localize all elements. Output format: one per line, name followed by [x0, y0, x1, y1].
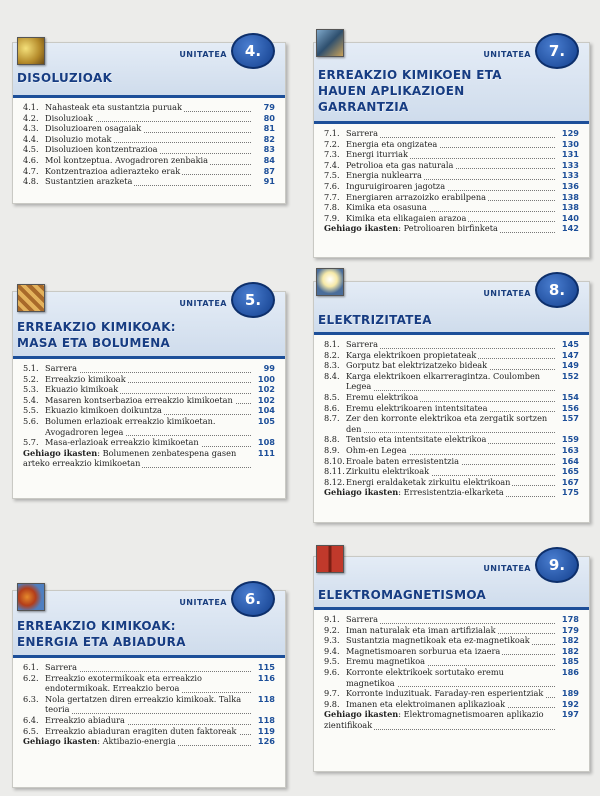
- unit-header: [13, 43, 285, 98]
- entry-page: 178: [561, 614, 579, 624]
- entry-number: 4.1.: [23, 102, 39, 112]
- entry-title: Eroale baten erresistentzia: [346, 455, 459, 466]
- toc-entry: [324, 350, 579, 361]
- entry-title: Sustantzien arazketa: [45, 176, 133, 187]
- entry-title: Zirkuitu elektrikoak: [346, 466, 430, 477]
- entry-title: Kimika eta elikagaien arazoa: [346, 212, 467, 223]
- entry-title: Erreakzio kimikoak: [45, 373, 126, 384]
- entry-number: 7.5.: [324, 170, 340, 181]
- entry-title: Petrolioa eta gas naturala: [346, 159, 454, 170]
- entry-title: Erreakzio abiaduran eragiten duten faktoreak: [45, 725, 237, 736]
- gehiago-text: : Bolumenen zenbatespena gasen arteko erreakzio kimikoetan: [23, 447, 237, 469]
- unit-number-badge: 6.: [231, 581, 275, 617]
- entry-number: 9.5.: [324, 656, 340, 667]
- entry-page: 138: [561, 191, 579, 202]
- entry-page: 157: [561, 413, 579, 424]
- entry-number: 7.7.: [324, 191, 340, 202]
- entry-page: 102: [257, 384, 275, 395]
- entry-number: 5.2.: [23, 373, 39, 384]
- toc-entry: [23, 395, 275, 406]
- unit-title: ELEKTRIZITATEA: [318, 313, 432, 327]
- entry-page: 131: [561, 149, 579, 160]
- gehiago-ikasten-entry: [23, 448, 275, 469]
- unit-title: ERREAKZIO KIMIKOAK: ENERGIA ETA ABIADURA: [17, 619, 186, 649]
- entry-page: 80: [263, 112, 275, 123]
- entry-title: Masaren kontserbazioa erreakzio kimikoetan: [45, 394, 233, 405]
- entry-page: 165: [561, 466, 579, 477]
- entry-page: 104: [257, 405, 275, 416]
- unit-panel-9: [313, 556, 590, 772]
- toc-entry: [23, 102, 275, 113]
- unit-label: UNITATEA: [483, 564, 531, 573]
- entry-page: 126: [257, 736, 275, 747]
- entry-page: 154: [561, 391, 579, 402]
- entry-title: Gorputz bat elektrizatzeko bideak: [346, 360, 488, 371]
- entry-page: 145: [561, 339, 579, 349]
- entry-page: 182: [561, 635, 579, 646]
- toc-entry: [324, 128, 579, 139]
- entry-number: 9.7.: [324, 688, 340, 699]
- entry-page: 133: [561, 159, 579, 170]
- unit-label: UNITATEA: [483, 50, 531, 59]
- entry-title: Energi eraldaketak zirkuitu elektrikoan: [346, 476, 511, 487]
- toc-entry: [324, 360, 579, 371]
- entry-title: Disoluzio motak: [45, 133, 112, 144]
- toc-entry: [324, 170, 579, 181]
- toc-entry: [324, 646, 579, 657]
- industry-icon: [316, 29, 344, 57]
- toc-entry: [324, 434, 579, 445]
- entry-title: Sarrera: [346, 339, 378, 349]
- toc-list: [314, 335, 589, 502]
- entry-title: Nola gertatzen diren erreakzio kimikoak. Talka teoria: [45, 693, 242, 715]
- entry-title: Sarrera: [346, 128, 378, 138]
- entry-page: 136: [561, 180, 579, 191]
- entry-title: Masa-erlazioak erreakzio kimikoetan: [45, 437, 199, 448]
- entry-title: Ekuazio kimikoen doikuntza: [45, 405, 162, 416]
- toc-entry: [324, 456, 579, 467]
- entry-title: Karga elektrikoen elkarreragintza. Coulomben Legea: [346, 370, 541, 392]
- entry-page: 140: [561, 212, 579, 223]
- entry-page: 102: [257, 394, 275, 405]
- toc-entry: [324, 635, 579, 646]
- unit-number-badge: 4.: [231, 33, 275, 69]
- toc-entry: [324, 139, 579, 150]
- entry-number: 8.9.: [324, 444, 340, 455]
- entry-title: Sustantzia magnetikoak eta ez-magnetikoak: [346, 635, 530, 646]
- entry-title: Erreakzio abiadura: [45, 714, 125, 725]
- entry-number: 8.1.: [324, 339, 340, 349]
- gehiago-label: Gehiago ikasten: [324, 709, 399, 720]
- entry-number: 8.5.: [324, 391, 340, 402]
- entry-title: Eremu magnetikoa: [346, 656, 426, 667]
- entry-page: 84: [263, 154, 275, 165]
- entry-number: 8.7.: [324, 413, 340, 424]
- toc-list: [13, 98, 285, 191]
- entry-title: Kimika eta osasuna: [346, 202, 427, 213]
- toc-entry: [23, 662, 275, 673]
- toc-entry: [23, 437, 275, 448]
- entry-number: 8.8.: [324, 434, 340, 445]
- toc-list: [314, 610, 589, 735]
- entry-title: Mol kontzeptua. Avogadroren zenbakia: [45, 154, 209, 165]
- toc-list: [314, 124, 589, 238]
- entry-title: Ohm-en Legea: [346, 444, 407, 455]
- toc-entry: [23, 673, 275, 694]
- gehiago-ikasten-entry: [324, 487, 579, 498]
- entry-title: Eremu elektrikoa: [346, 391, 419, 402]
- toc-entry: [23, 155, 275, 166]
- toc-entry: [23, 123, 275, 134]
- gehiago-text: : Petrolioaren birfinketa: [398, 223, 498, 234]
- entry-number: 8.3.: [324, 360, 340, 371]
- crystals-icon: [17, 37, 45, 65]
- entry-number: 6.2.: [23, 672, 39, 683]
- entry-title: Korronte elektrikoek sortutako eremu magnetikoa: [346, 666, 504, 688]
- unit-title: ERREAKZIO KIMIKOAK: MASA ETA BOLUMENA: [17, 320, 176, 350]
- toc-entry: [324, 656, 579, 667]
- entry-page: 189: [561, 688, 579, 699]
- entry-title: Energi iturriak: [346, 149, 408, 160]
- entry-page: 116: [257, 672, 275, 683]
- entry-page: 159: [561, 434, 579, 445]
- entry-page: 100: [257, 373, 275, 384]
- entry-number: 4.2.: [23, 112, 39, 123]
- toc-entry: [324, 466, 579, 477]
- toc-entry: [324, 667, 579, 688]
- entry-title: Erreakzio exotermikoak eta erreakzio endotermikoak. Erreakzio beroa: [45, 672, 202, 694]
- entry-title: Sarrera: [346, 614, 378, 624]
- toc-entry: [23, 694, 275, 715]
- unit-panel-8: [313, 281, 590, 523]
- toc-entry: [324, 477, 579, 488]
- entry-page: 118: [257, 693, 275, 704]
- toc-entry: [23, 416, 275, 437]
- gehiago-ikasten-entry: [23, 736, 275, 747]
- toc-entry: [23, 144, 275, 155]
- toc-entry: [324, 213, 579, 224]
- gehiago-text: : Erresistentzia-elkarketa: [398, 487, 504, 498]
- entry-page: 111: [257, 447, 275, 458]
- gehiago-ikasten-entry: [324, 223, 579, 234]
- toc-entry: [324, 625, 579, 636]
- entry-number: 9.8.: [324, 698, 340, 709]
- entry-page: 138: [561, 202, 579, 213]
- entry-number: 8.12.: [324, 476, 345, 487]
- entry-number: 7.1.: [324, 128, 340, 138]
- entry-number: 9.6.: [324, 666, 340, 677]
- gehiago-ikasten-entry: [324, 709, 579, 730]
- entry-page: 99: [263, 363, 275, 373]
- toc-entry: [324, 392, 579, 403]
- entry-page: 185: [561, 656, 579, 667]
- entry-page: 147: [561, 349, 579, 360]
- unit-label: UNITATEA: [483, 289, 531, 298]
- entry-number: 6.5.: [23, 725, 39, 736]
- entry-page: 87: [263, 165, 275, 176]
- magnet-icon: [316, 545, 344, 573]
- entry-number: 8.6.: [324, 402, 340, 413]
- gehiago-text: : Elektromagnetismoaren aplikazio zientifikoak: [324, 709, 544, 730]
- entry-page: 156: [561, 402, 579, 413]
- unit-title: ELEKTROMAGNETISMOA: [318, 588, 487, 602]
- toc-entry: [324, 192, 579, 203]
- entry-title: Eremu elektrikoaren intentsitatea: [346, 402, 488, 413]
- toc-entry: [324, 699, 579, 710]
- entry-number: 5.6.: [23, 415, 39, 426]
- entry-title: Inguruigiroaren jagotza: [346, 180, 446, 191]
- entry-number: 6.1.: [23, 662, 39, 672]
- unit-title: ERREAKZIO KIMIKOEN ETA HAUEN APLIKAZIOEN GARRANTZIA: [318, 68, 502, 114]
- entry-page: 82: [263, 133, 275, 144]
- gehiago-label: Gehiago ikasten: [324, 487, 399, 498]
- entry-page: 119: [257, 725, 275, 736]
- gehiago-label: Gehiago ikasten: [23, 447, 98, 458]
- unit-title: DISOLUZIOAK: [17, 71, 113, 85]
- entry-page: 149: [561, 360, 579, 371]
- toc-entry: [324, 202, 579, 213]
- entry-title: Disoluzioak: [45, 112, 93, 123]
- entry-number: 5.1.: [23, 363, 39, 373]
- flask-icon: [17, 583, 45, 611]
- entry-number: 6.3.: [23, 693, 39, 704]
- toc-entry: [324, 688, 579, 699]
- toc-entry: [23, 363, 275, 374]
- toc-entry: [324, 160, 579, 171]
- entry-number: 5.4.: [23, 394, 39, 405]
- entry-page: 91: [263, 176, 275, 187]
- toc-entry: [23, 374, 275, 385]
- entry-number: 4.5.: [23, 144, 39, 155]
- entry-page: 83: [263, 144, 275, 155]
- toc-entry: [23, 166, 275, 177]
- entry-page: 142: [561, 223, 579, 234]
- toc-list: [13, 658, 285, 751]
- toc-entry: [23, 113, 275, 124]
- entry-title: Energia nuklearra: [346, 170, 422, 181]
- toc-entry: [324, 181, 579, 192]
- molecule-icon: [17, 284, 45, 312]
- entry-number: 6.4.: [23, 714, 39, 725]
- entry-title: Tentsio eta intentsitate elektrikoa: [346, 434, 487, 445]
- unit-number-badge: 7.: [535, 33, 579, 69]
- gehiago-text: : Aktibazio-energia: [97, 736, 176, 747]
- entry-number: 4.7.: [23, 165, 39, 176]
- toc-entry: [23, 405, 275, 416]
- entry-page: 186: [561, 666, 579, 677]
- entry-title: Zer den korronte elektrikoa eta zergatik sortzen den: [346, 413, 548, 434]
- entry-number: 9.2.: [324, 624, 340, 635]
- toc-entry: [23, 726, 275, 737]
- toc-entry: [23, 176, 275, 187]
- entry-number: 4.6.: [23, 154, 39, 165]
- entry-page: 118: [257, 714, 275, 725]
- entry-number: 5.5.: [23, 405, 39, 416]
- entry-page: 167: [561, 476, 579, 487]
- entry-number: 7.6.: [324, 180, 340, 191]
- entry-number: 9.3.: [324, 635, 340, 646]
- entry-page: 130: [561, 138, 579, 149]
- entry-number: 7.4.: [324, 159, 340, 170]
- entry-page: 179: [561, 624, 579, 635]
- entry-number: 8.2.: [324, 349, 340, 360]
- toc-entry: [324, 413, 579, 434]
- entry-title: Sarrera: [45, 662, 77, 672]
- entry-number: 8.4.: [324, 370, 340, 381]
- entry-number: 7.3.: [324, 149, 340, 160]
- entry-title: Ekuazio kimikoak: [45, 384, 119, 395]
- entry-number: 7.8.: [324, 202, 340, 213]
- entry-page: 79: [263, 102, 275, 112]
- entry-number: 5.7.: [23, 437, 39, 448]
- entry-number: 5.3.: [23, 384, 39, 395]
- toc-entry: [324, 149, 579, 160]
- toc-entry: [324, 403, 579, 414]
- entry-page: 163: [561, 444, 579, 455]
- entry-title: Karga elektrikoen propietateak: [346, 349, 477, 360]
- unit-label: UNITATEA: [179, 299, 227, 308]
- unit-header: [314, 557, 589, 610]
- toc-entry: [23, 715, 275, 726]
- unit-header: [314, 43, 589, 124]
- toc-entry: [324, 614, 579, 625]
- entry-title: Imanen eta elektroimanen aplikazioak: [346, 698, 506, 709]
- entry-page: 81: [263, 123, 275, 134]
- entry-title: Iman naturalak eta iman artifizialak: [346, 624, 496, 635]
- entry-number: 4.3.: [23, 123, 39, 134]
- entry-page: 164: [561, 455, 579, 466]
- entry-page: 175: [561, 487, 579, 498]
- unit-header: [314, 282, 589, 335]
- entry-page: 197: [561, 709, 579, 720]
- entry-number: 7.2.: [324, 138, 340, 149]
- entry-title: Disoluzioen kontzentrazioa: [45, 144, 158, 155]
- entry-title: Energia eta ongizatea: [346, 138, 438, 149]
- unit-label: UNITATEA: [179, 598, 227, 607]
- unit-panel-4: [12, 42, 286, 204]
- toc-entry: [324, 339, 579, 350]
- entry-number: 9.4.: [324, 645, 340, 656]
- lightbulb-icon: [316, 268, 344, 296]
- gehiago-label: Gehiago ikasten: [324, 223, 399, 234]
- unit-number-badge: 8.: [535, 272, 579, 308]
- entry-title: Magnetismoaren sorburua eta izaera: [346, 645, 501, 656]
- gehiago-label: Gehiago ikasten: [23, 736, 98, 747]
- entry-page: 182: [561, 645, 579, 656]
- entry-page: 133: [561, 170, 579, 181]
- entry-number: 4.8.: [23, 176, 39, 187]
- entry-page: 129: [561, 128, 579, 138]
- entry-number: 9.1.: [324, 614, 340, 624]
- entry-number: 4.4.: [23, 133, 39, 144]
- entry-page: 192: [561, 698, 579, 709]
- entry-page: 152: [561, 370, 579, 381]
- entry-page: 115: [257, 662, 275, 672]
- unit-header: [13, 292, 285, 359]
- entry-title: Disoluzioaren osagaiak: [45, 123, 142, 134]
- entry-title: Energiaren arrazoizko erabilpena: [346, 191, 487, 202]
- entry-title: Kontzentrazioa adierazteko erak: [45, 165, 181, 176]
- unit-panel-6: [12, 590, 286, 788]
- unit-header: [13, 591, 285, 658]
- entry-title: Sarrera: [45, 363, 77, 373]
- toc-entry: [23, 134, 275, 145]
- entry-number: 8.10.: [324, 455, 345, 466]
- unit-panel-5: [12, 291, 286, 499]
- entry-title: Nahasteak eta sustantzia puruak: [45, 102, 182, 112]
- toc-entry: [324, 445, 579, 456]
- toc-entry: [23, 384, 275, 395]
- unit-number-badge: 5.: [231, 282, 275, 318]
- entry-title: Korronte induzituak. Faraday-ren esperientziak: [346, 688, 544, 699]
- entry-title: Bolumen erlazioak erreakzio kimikoetan. Avogadroren legea: [45, 415, 216, 437]
- entry-number: 8.11.: [324, 466, 345, 477]
- unit-panel-7: [313, 42, 590, 258]
- toc-entry: [324, 371, 579, 392]
- entry-number: 7.9.: [324, 212, 340, 223]
- unit-number-badge: 9.: [535, 547, 579, 583]
- unit-label: UNITATEA: [179, 50, 227, 59]
- entry-page: 108: [257, 437, 275, 448]
- entry-page: 105: [257, 415, 275, 426]
- toc-list: [13, 359, 285, 473]
